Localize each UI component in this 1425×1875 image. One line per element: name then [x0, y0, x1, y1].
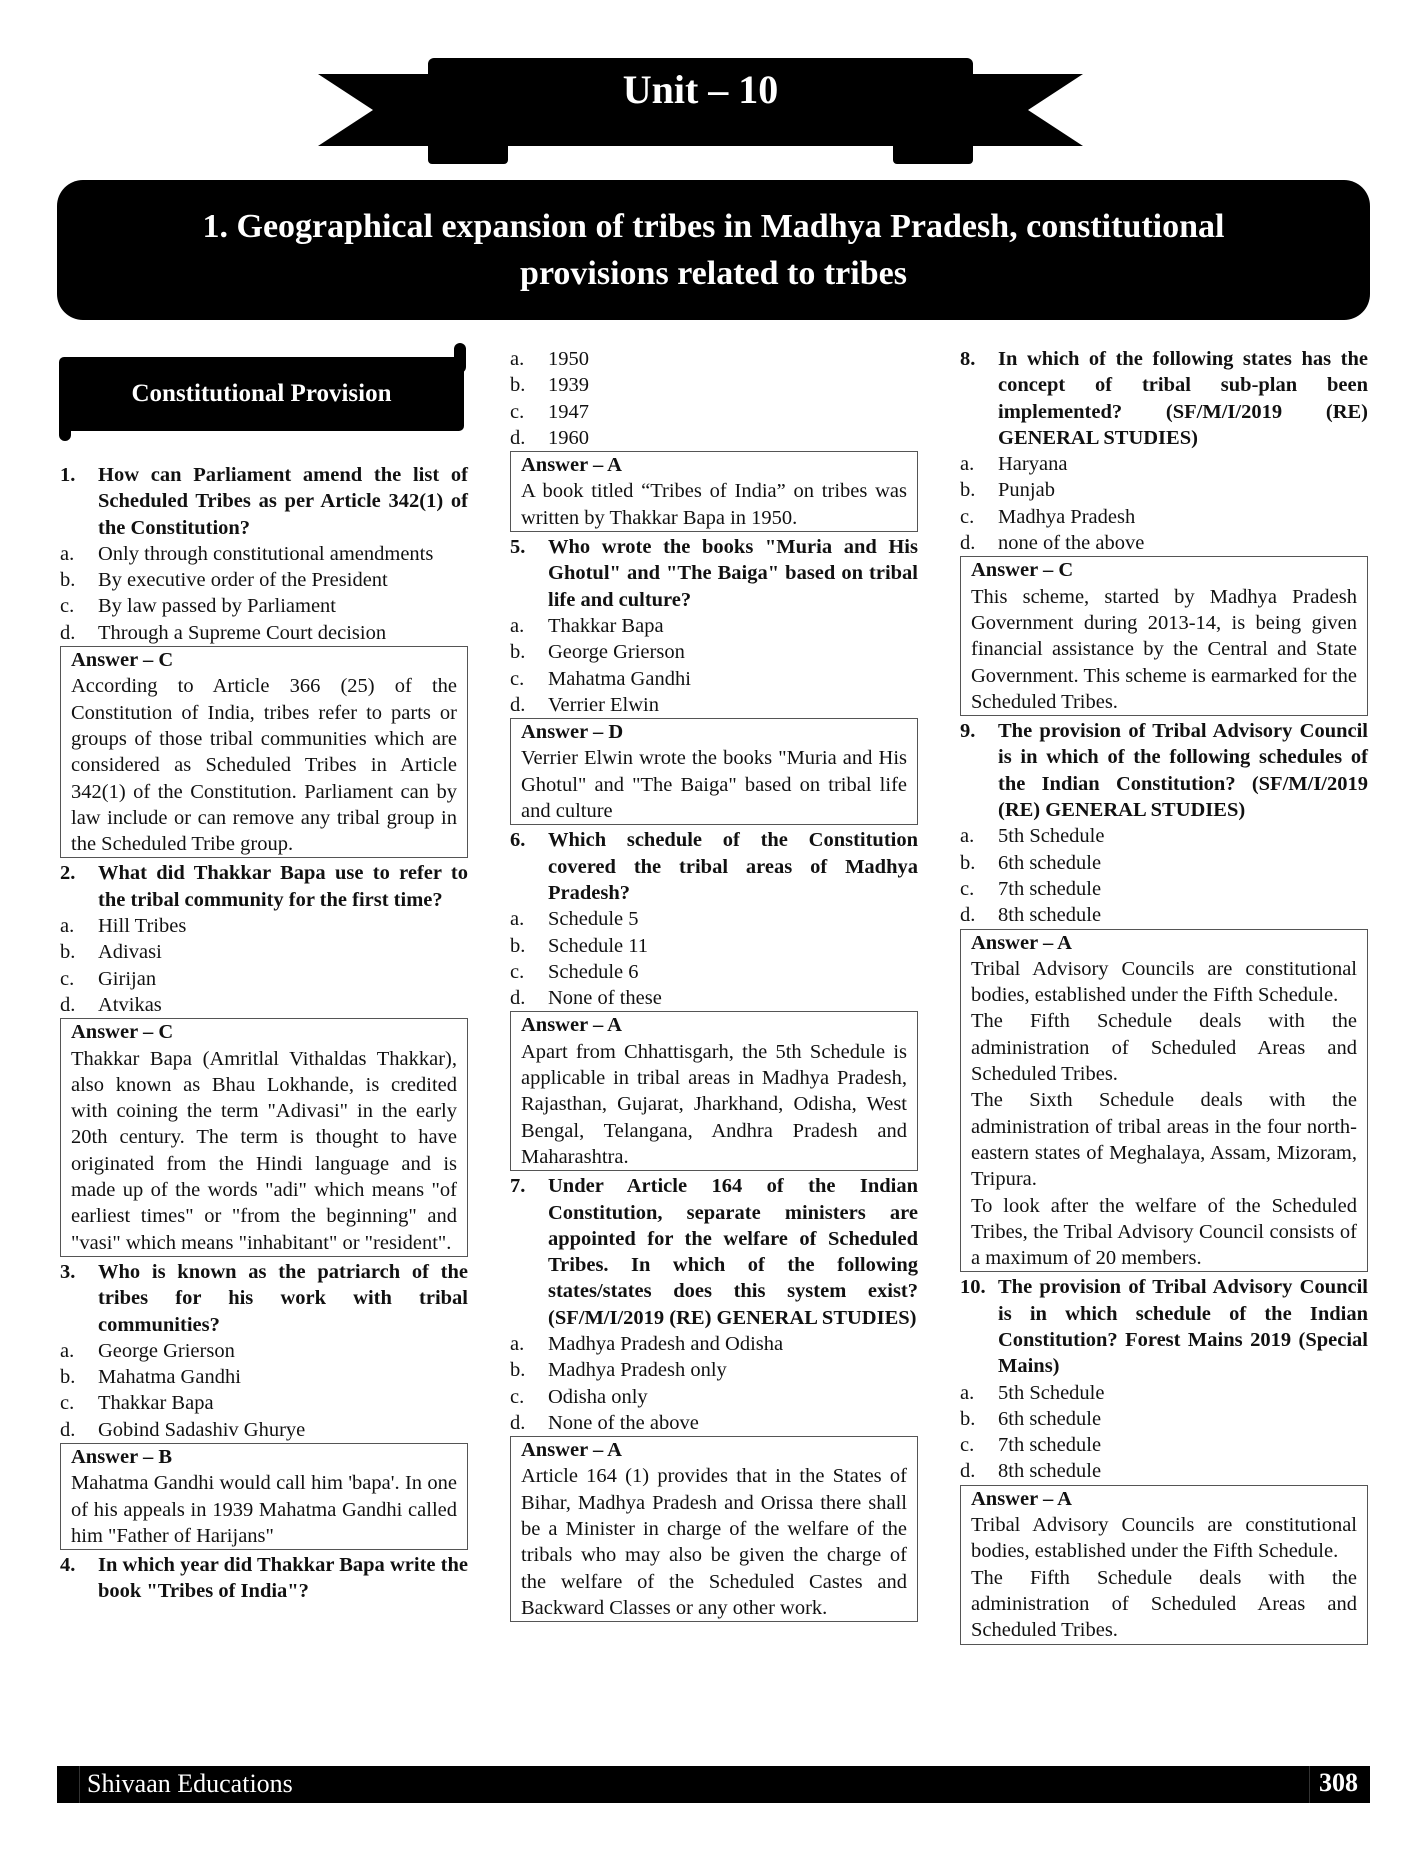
footer-divider: [79, 1766, 80, 1803]
option-letter: d.: [960, 904, 976, 927]
column-middle: [510, 346, 918, 1624]
option-text: 1950: [548, 348, 589, 370]
option-text: Hill Tribes: [98, 915, 187, 938]
option-text: 5th Schedule: [998, 1381, 1105, 1404]
option-item: [510, 1331, 918, 1357]
option-letter: d.: [510, 426, 526, 449]
answer-explanation: The Sixth Schedule deals with the administration of tribal areas in the four north-eastern states of Meghalaya, Assam, Mizoram, Tripura.: [971, 1089, 1357, 1191]
option-letter: a.: [60, 542, 75, 565]
option-item: [60, 939, 468, 965]
option-text: 7th schedule: [998, 1434, 1102, 1457]
option-text: 1939: [548, 374, 589, 397]
unit-title: Unit – 10: [622, 67, 779, 112]
question-label: Who is known as the patriarch of the tribes for his work with tribal communities?: [98, 1260, 468, 1336]
answer-explanation: To look after the welfare of the Scheduled Tribes, the Tribal Advisory Council consists of a maximum of 20 members.: [971, 1194, 1357, 1270]
answer-box: [60, 1443, 468, 1550]
option-text: Only through constitutional amendments: [98, 542, 434, 565]
option-letter: a.: [510, 908, 525, 931]
option-item: [960, 451, 1368, 477]
chapter-title: 1. Geographical expansion of tribes in Madhya Pradesh, constitutional provisions related to tribes: [202, 208, 1225, 292]
option-text: 8th schedule: [998, 904, 1102, 927]
question-text: [60, 860, 468, 913]
option-letter: d.: [60, 621, 76, 644]
option-letter: b.: [510, 1359, 526, 1382]
question-label: The provision of Tribal Advisory Council is in which schedule of the Indian Constitution? Forest Mains 2019 (Special Mains): [998, 1276, 1368, 1378]
option-text: Schedule 11: [548, 934, 649, 957]
answer-box: [960, 556, 1368, 716]
option-text: By law passed by Parliament: [98, 595, 336, 618]
option-text: Thakkar Bapa: [98, 1392, 214, 1415]
section-tab: [57, 343, 472, 433]
question-label: Which schedule of the Constitution covered the tribal areas of Madhya Pradesh?: [548, 829, 918, 904]
option-item: [510, 1410, 918, 1436]
answer-box: [960, 1485, 1368, 1645]
option-text: 5th Schedule: [998, 825, 1105, 848]
option-letter: c.: [60, 1392, 75, 1415]
option-letter: c.: [960, 505, 975, 528]
answer-explanation: Article 164 (1) provides that in the States of Bihar, Madhya Pradesh and Orissa there shall be a Minister in charge of the welfare of the tribals who may also be given the charge of the welfare of the Scheduled Castes and Backward Classes or any other work.: [521, 1465, 907, 1619]
option-letter: c.: [960, 1434, 975, 1457]
option-item: [510, 425, 918, 451]
option-text: Thakkar Bapa: [548, 614, 664, 637]
option-item: [960, 504, 1368, 530]
answer-box: [960, 929, 1368, 1273]
answer-label: Answer – A: [971, 1487, 1072, 1510]
option-item: [510, 613, 918, 639]
option-letter: d.: [510, 693, 526, 716]
option-letter: c.: [510, 1385, 525, 1408]
option-letter: a.: [60, 1339, 75, 1362]
answer-label: Answer – D: [521, 721, 624, 744]
option-text: George Grierson: [548, 641, 685, 664]
option-letter: b.: [510, 934, 526, 957]
option-letter: b.: [60, 569, 76, 592]
question-text: [960, 718, 1368, 823]
option-item: [60, 1338, 468, 1364]
option-text: Haryana: [998, 453, 1068, 476]
question-number: 5.: [510, 536, 526, 559]
question-text: [510, 534, 918, 613]
answer-explanation: Tribal Advisory Councils are constitutional bodies, established under the Fifth Schedule.: [971, 1514, 1357, 1563]
answer-label: Answer – A: [521, 1014, 622, 1037]
option-item: [510, 1384, 918, 1410]
answer-explanation: The Fifth Schedule deals with the administration of Scheduled Areas and Scheduled Tribes.: [971, 1566, 1357, 1642]
question-label: How can Parliament amend the list of Scheduled Tribes as per Article 342(1) of the Constitution?: [98, 464, 468, 539]
option-item: [60, 567, 468, 593]
option-letter: d.: [960, 1460, 976, 1483]
answer-box: [510, 1011, 918, 1171]
option-text: 7th schedule: [998, 877, 1102, 900]
question-label: Who wrote the books "Muria and His Ghotul" and "The Baiga" based on tribal life and culture?: [548, 536, 918, 611]
option-text: Mahatma Gandhi: [548, 667, 691, 690]
option-text: 6th schedule: [998, 1407, 1102, 1430]
option-item: [60, 593, 468, 619]
option-letter: a.: [510, 614, 525, 637]
option-text: None of these: [548, 987, 662, 1010]
answer-label: Answer – A: [521, 454, 622, 477]
option-letter: a.: [510, 348, 525, 370]
option-text: Gobind Sadashiv Ghurye: [98, 1418, 306, 1441]
option-letter: b.: [60, 1366, 76, 1389]
question-text: [60, 1259, 468, 1338]
option-letter: d.: [510, 1411, 526, 1434]
question-label: In which year did Thakkar Bapa write the book "Tribes of India"?: [98, 1554, 468, 1603]
option-item: [60, 1417, 468, 1443]
option-text: Adivasi: [98, 941, 162, 964]
option-item: [960, 1380, 1368, 1406]
option-item: [960, 876, 1368, 902]
answer-explanation: Thakkar Bapa (Amritlal Vithaldas Thakkar), also known as Bhau Lokhande, is credited with coining the term "Adivasi" in the early 20th century. The term is thought to have originated from the Hindi language and is made up of the words "adi" which means "of earliest times" or "from the beginning" and "vasi" which means "inhabitant" or "resident".: [71, 1047, 457, 1254]
option-item: [960, 902, 1368, 928]
option-text: 1947: [548, 400, 589, 423]
option-letter: d.: [510, 987, 526, 1010]
question-text: [60, 1552, 468, 1605]
option-item: [60, 620, 468, 646]
option-item: [510, 985, 918, 1011]
option-text: Through a Supreme Court decision: [98, 621, 387, 644]
option-item: [510, 933, 918, 959]
option-text: Verrier Elwin: [548, 693, 659, 716]
option-item: [960, 477, 1368, 503]
option-letter: a.: [960, 1381, 975, 1404]
option-text: none of the above: [998, 532, 1145, 555]
option-letter: b.: [60, 941, 76, 964]
option-item: [510, 639, 918, 665]
option-item: [510, 346, 918, 372]
option-letter: c.: [960, 877, 975, 900]
option-text: Madhya Pradesh and Odisha: [548, 1332, 784, 1355]
unit-banner: [318, 58, 1083, 164]
option-item: [960, 1458, 1368, 1484]
question-label: What did Thakkar Bapa use to refer to the tribal community for the first time?: [98, 862, 468, 911]
option-item: [960, 850, 1368, 876]
answer-explanation: The Fifth Schedule deals with the administration of Scheduled Areas and Scheduled Tribes.: [971, 1010, 1357, 1086]
question-number: 9.: [960, 720, 976, 743]
option-letter: c.: [510, 960, 525, 983]
option-text: By executive order of the President: [98, 569, 388, 592]
question-label: The provision of Tribal Advisory Council is in which of the following schedules of the Indian Constitution? (SF/M/I/2019 (RE) GENERAL STUDIES): [998, 720, 1368, 822]
answer-explanation: According to Article 366 (25) of the Constitution of India, tribes refer to parts or groups of those tribal communities which are considered as Scheduled Tribes in Article 342(1) of the Constitution. Parliament can by law include or can remove any tribal group in the Scheduled Tribe group.: [71, 675, 457, 856]
option-item: [60, 913, 468, 939]
option-letter: b.: [510, 641, 526, 664]
option-text: Mahatma Gandhi: [98, 1366, 241, 1389]
option-letter: a.: [960, 825, 975, 848]
option-item: [60, 541, 468, 567]
option-text: Girijan: [98, 967, 157, 990]
option-letter: d.: [60, 1418, 76, 1441]
option-letter: c.: [60, 595, 75, 618]
option-item: [960, 1406, 1368, 1432]
question-text: [60, 462, 468, 541]
option-item: [510, 959, 918, 985]
option-text: Odisha only: [548, 1385, 648, 1408]
answer-label: Answer – C: [71, 649, 174, 672]
footer-divider: [1309, 1766, 1310, 1803]
page-number: 308: [1319, 1768, 1358, 1797]
question-number: 10.: [960, 1276, 986, 1299]
option-item: [960, 1432, 1368, 1458]
question-text: [510, 1173, 918, 1331]
answer-box: [510, 718, 918, 825]
answer-box: [60, 1018, 468, 1257]
column-right: [960, 346, 1368, 1647]
option-letter: c.: [510, 667, 525, 690]
answer-explanation: Tribal Advisory Councils are constitutional bodies, established under the Fifth Schedule.: [971, 957, 1357, 1007]
option-text: 1960: [548, 426, 589, 449]
option-text: Madhya Pradesh: [998, 505, 1136, 528]
option-item: [510, 666, 918, 692]
option-text: None of the above: [548, 1411, 699, 1434]
chapter-heading: [57, 180, 1370, 320]
option-text: Schedule 5: [548, 908, 639, 931]
question-number: 8.: [960, 348, 976, 370]
option-letter: c.: [510, 400, 525, 423]
option-letter: d.: [60, 993, 76, 1016]
section-box: [59, 357, 464, 431]
answer-label: Answer – B: [71, 1445, 172, 1468]
option-item: [960, 530, 1368, 556]
page-footer: [57, 1766, 1370, 1803]
option-letter: a.: [510, 1332, 525, 1355]
answer-explanation: This scheme, started by Madhya Pradesh Government during 2013-14, is being given financial assistance by the Central and State Government. This scheme is earmarked for the Scheduled Tribes.: [971, 585, 1357, 713]
option-letter: a.: [960, 453, 975, 476]
question-text: [510, 827, 918, 906]
option-letter: b.: [510, 374, 526, 397]
question-number: 1.: [60, 464, 76, 486]
option-item: [60, 966, 468, 992]
option-item: [510, 906, 918, 932]
answer-label: Answer – C: [71, 1021, 174, 1044]
option-item: [60, 992, 468, 1018]
question-number: 4.: [60, 1554, 76, 1577]
option-letter: b.: [960, 1407, 976, 1430]
answer-explanation: Apart from Chhattisgarh, the 5th Schedule is applicable in tribal areas in Madhya Pradesh, Rajasthan, Gujarat, Jharkhand, Odisha, West Bengal, Telangana, Andhra Pradesh and Maharashtra.: [521, 1040, 907, 1168]
option-item: [60, 1364, 468, 1390]
footer-publisher: Shivaan Educations: [87, 1769, 293, 1798]
option-text: George Grierson: [98, 1339, 235, 1362]
option-item: [510, 372, 918, 398]
answer-explanation: A book titled “Tribes of India” on tribes was written by Thakkar Bapa in 1950.: [521, 480, 907, 529]
answer-label: Answer – A: [971, 931, 1072, 954]
option-item: [510, 399, 918, 425]
option-item: [60, 1390, 468, 1416]
option-item: [510, 692, 918, 718]
scroll-curl-icon: [59, 413, 71, 441]
option-letter: a.: [60, 915, 75, 938]
answer-box: [510, 451, 918, 532]
question-number: 2.: [60, 862, 76, 885]
option-text: Madhya Pradesh only: [548, 1359, 727, 1382]
question-label: Under Article 164 of the Indian Constitution, separate ministers are appointed for the welfare of Scheduled Tribes. In which of the following states/states does this system exist? (SF/M/I/2019 (RE) GENERAL STUDIES): [548, 1175, 918, 1329]
question-number: 7.: [510, 1175, 526, 1198]
answer-explanation: Mahatma Gandhi would call him 'bapa'. In one of his appeals in 1939 Mahatma Gandhi called him "Father of Harijans": [71, 1472, 457, 1547]
question-text: [960, 1274, 1368, 1379]
option-text: 8th schedule: [998, 1460, 1102, 1483]
option-item: [510, 1357, 918, 1383]
column-left: [60, 462, 468, 1605]
answer-label: Answer – A: [521, 1439, 622, 1462]
option-letter: c.: [60, 967, 75, 990]
answer-label: Answer – C: [971, 559, 1074, 582]
question-label: In which of the following states has the concept of tribal sub-plan been implemented? (SF/M/I/2019 (RE) GENERAL STUDIES): [998, 348, 1368, 449]
option-text: Atvikas: [98, 993, 162, 1016]
option-text: Schedule 6: [548, 960, 639, 983]
option-letter: b.: [960, 851, 976, 874]
option-item: [960, 823, 1368, 849]
answer-explanation: Verrier Elwin wrote the books "Muria and His Ghotul" and "The Baiga" based on tribal life and culture: [521, 747, 907, 823]
option-text: Punjab: [998, 479, 1055, 502]
option-letter: b.: [960, 479, 976, 502]
option-text: 6th schedule: [998, 851, 1102, 874]
section-title: Constitutional Provision: [131, 380, 392, 407]
question-number: 6.: [510, 829, 526, 852]
answer-box: [510, 1436, 918, 1622]
question-text: [960, 346, 1368, 451]
answer-box: [60, 646, 468, 858]
option-letter: d.: [960, 532, 976, 555]
question-number: 3.: [60, 1260, 76, 1283]
